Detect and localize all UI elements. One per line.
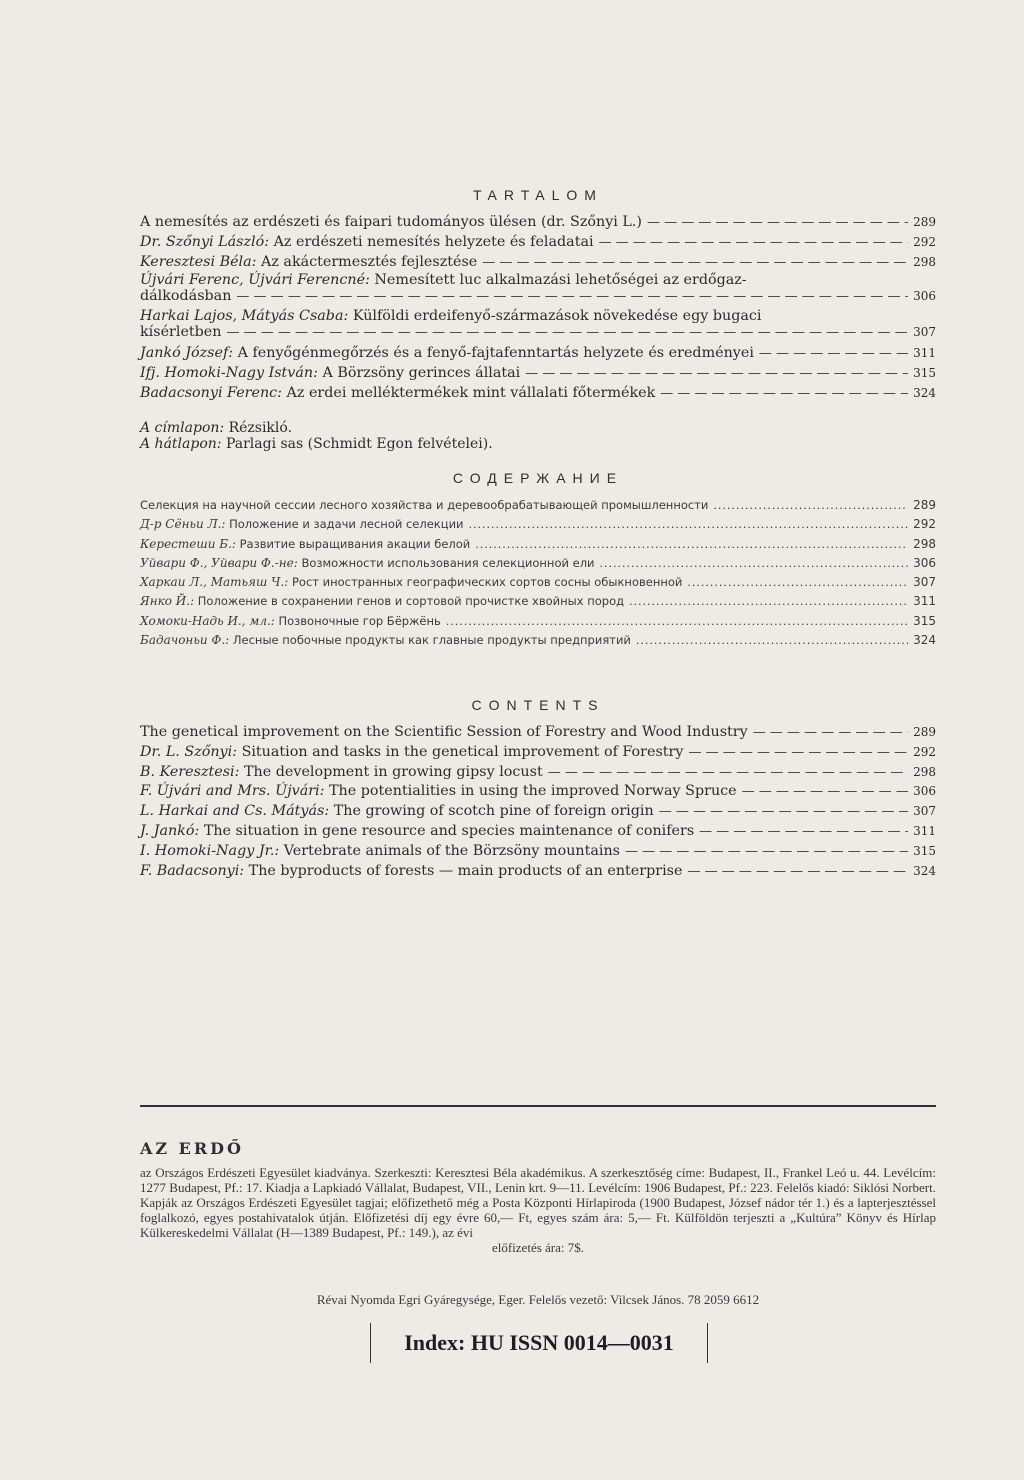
entry-author: Dr. Szőnyi László:: [140, 233, 270, 250]
entry-author: Янко Й.:: [140, 594, 195, 609]
entry-author: Badacsonyi Ferenc:: [140, 384, 282, 401]
page-number: 306: [913, 289, 936, 304]
page-number: 324: [913, 633, 936, 648]
toc-entry: [140, 344, 936, 364]
page-number: 307: [913, 804, 936, 819]
entry-title: The genetical improvement on the Scientific Session of Forestry and Wood Industry: [140, 724, 748, 740]
page-number: 315: [913, 843, 936, 858]
entry-author: Újvári Ferenc, Újvári Ferencné:: [140, 272, 370, 289]
entry-author: Уйвари Ф., Уйвари Ф.-не:: [140, 555, 298, 570]
page-number: 289: [913, 215, 936, 229]
toc-entry: [140, 253, 936, 273]
entry-title: The situation in gene resource and species maintenance of conifers: [203, 822, 695, 839]
imprint-text: [140, 1165, 936, 1255]
entry-title: A fenyőgénmegőrzés és a fenyő-fajtafenntartás helyzete és eredményei: [237, 345, 754, 362]
toc-entry: [140, 723, 936, 743]
entry-title: Развитие выращивания акации белой: [239, 536, 471, 551]
entry-title: Рост иностранных географических сортов сосны обыкновенной: [291, 575, 683, 590]
page-number: 311: [913, 823, 936, 838]
page-number: 306: [913, 555, 936, 570]
toc-entry: [140, 822, 936, 842]
entry-author: J. Jankó:: [140, 822, 200, 839]
toc-entry: [140, 535, 936, 554]
cover-label: A címlapon:: [140, 419, 225, 436]
toc-entry: [140, 763, 936, 783]
entry-title: Позвоночные гор Бёржёнь: [278, 613, 441, 628]
toc-entry: [140, 213, 936, 233]
page-number: 298: [913, 764, 936, 779]
entry-title: Лесные побочные продукты как главные продукты предприятий: [232, 633, 631, 648]
entry-title: Az erdei melléktermékek mint vállalati főtermékek: [286, 384, 656, 401]
toc-entry: [140, 515, 936, 534]
toc-entry: [140, 842, 936, 862]
toc-entry: [140, 862, 936, 882]
entry-author: Dr. L. Szőnyi:: [140, 743, 238, 760]
entry-author: L. Harkai and Cs. Mátyás:: [140, 803, 330, 820]
entry-title: The potentialities in using the improved Norway Spruce: [329, 783, 737, 800]
entry-title: The growing of scotch pine of foreign origin: [333, 803, 654, 820]
entry-author: Ifj. Homoki-Nagy István:: [140, 365, 318, 382]
entry-title: Положение в сохранении генов и сортовой прочистке хвойных пород: [197, 594, 625, 609]
page-number: 298: [913, 536, 936, 551]
cover-value: Rézsikló.: [228, 419, 293, 436]
page-number: 292: [913, 517, 936, 532]
entry-author: Кересmеши Б.:: [140, 536, 236, 551]
entry-title: A nemesítés az erdészeti és faipari tudományos ülésen (dr. Szőnyi L.): [140, 214, 643, 230]
issn-box: Index: HU ISSN 0014—0031: [370, 1323, 708, 1363]
page-number: 324: [913, 385, 936, 400]
toc-entry: [140, 272, 936, 305]
page-number: 324: [913, 863, 936, 878]
entry-title: Az akáctermesztés fejlesztése: [261, 253, 478, 270]
contents-section: [140, 697, 936, 881]
journal-title: AZ ERDŐ: [140, 1139, 244, 1158]
entry-author: Бадачоньи Ф.:: [140, 633, 230, 648]
page-number: 292: [913, 234, 936, 249]
entry-author: I. Homoki-Nagy Jr.:: [140, 842, 280, 859]
entry-title-cont: dálkodásban: [140, 288, 232, 305]
entry-author: F. Újvári and Mrs. Újvári:: [140, 783, 325, 800]
page-number: 315: [913, 613, 936, 628]
entry-title: Возможности использования селекционной ели: [301, 555, 595, 570]
entry-title: Az erdészeti nemesítés helyzete és feladatai: [273, 233, 594, 250]
entry-title: Селекция на научной сессии лесного хозяйства и деревообрабатывающей промышленности: [140, 498, 709, 512]
soderzhanie-heading: СОДЕРЖАНИЕ: [452, 470, 624, 486]
back-value: Parlagi sas (Schmidt Egon felvételei).: [225, 435, 493, 452]
entry-title: Vertebrate animals of the Börzsöny mountains: [283, 842, 621, 859]
toc-entry: [140, 612, 936, 631]
page-number: 292: [913, 744, 936, 759]
page-number: 289: [913, 498, 936, 512]
tartalom-section: [140, 187, 936, 452]
toc-entry: [140, 233, 936, 253]
back-label: A hátlapon:: [140, 435, 222, 452]
page-number: 289: [913, 725, 936, 739]
toc-entry: [140, 496, 936, 515]
entry-author: Harkai Lajos, Mátyás Csaba:: [140, 308, 349, 325]
contents-heading: CONTENTS: [471, 697, 605, 713]
entry-author: Хомоки-Надь И., мл.:: [140, 613, 275, 628]
imprint-body: az Országos Erdészeti Egyesület kiadványa. Szerkeszti: Keresztesi Béla akadémikus. A szerkesztőség címe: Budapest, II., Frankel Leó u. 44. Levélcím: 1277 Budapest, Pf.: 17. Kiadja a Lapkiadó Vállalat, Budapest, VII., Lenin krt. 9—11. Levélcím: 1906 Budapest, Pf.: 223. Felelős kiadó: Siklósi Norbert. Kapják az Országos Erdészeti Egyesület tagjai; előfizethető még a Posta Központi Hírlapiroda (1900 Budapest, József nádor tér 1.) és a lapterjesztéssel foglalkozó, egyes postahivatalok útján. Előfizetési díj egy évre 60,— Ft, egyes szám ára: 5,— Ft. Külföldön terjeszti a „Kultúra” Könyv és Hírlap Külkereskedelmi Vállalat (H—1389 Budapest, Pf.: 149.), az évi: [140, 1165, 936, 1240]
cover-credits: [140, 420, 936, 452]
entry-title: Situation and tasks in the genetical improvement of Forestry: [241, 743, 684, 760]
soderzhanie-section: [140, 470, 936, 650]
toc-entry: [140, 573, 936, 592]
page-number: 307: [913, 575, 936, 590]
page-number: 298: [913, 254, 936, 269]
toc-entry: [140, 554, 936, 573]
imprint-last-line: előfizetés ára: 7$.: [491, 1240, 585, 1255]
entry-author: Харкаи Л., Матьяш Ч.:: [140, 575, 289, 590]
toc-entry: [140, 592, 936, 611]
entry-author: Д-р Сёньи Л.:: [140, 517, 226, 532]
entry-title: The byproducts of forests — main products of an enterprise: [248, 862, 683, 879]
page-number: 311: [913, 594, 936, 609]
page-number: 315: [913, 366, 936, 381]
divider-rule: [140, 1105, 936, 1107]
toc-entry: [140, 802, 936, 822]
page-number: 311: [913, 346, 936, 361]
toc-entry: [140, 384, 936, 404]
entry-author: Jankó József:: [140, 345, 234, 362]
entry-title: Nemesített luc alkalmazási lehetőségei az erdőgaz-: [374, 272, 747, 289]
page-number: 306: [913, 784, 936, 799]
entry-title-cont: kísérletben: [140, 324, 222, 341]
entry-author: F. Badacsonyi:: [140, 862, 245, 879]
entry-author: B. Keresztesi:: [140, 763, 240, 780]
entry-title: Положение и задачи лесной селекции: [229, 517, 464, 532]
toc-entry: [140, 364, 936, 384]
entry-title: A Börzsöny gerinces állatai: [322, 365, 521, 382]
entry-author: Keresztesi Béla:: [140, 253, 257, 270]
toc-entry: [140, 782, 936, 802]
toc-entry: [140, 631, 936, 650]
page-number: 307: [913, 325, 936, 340]
printer-line: Révai Nyomda Egri Gyáregysége, Eger. Felelős vezető: Vilcsek János. 78 2059 6612: [316, 1292, 760, 1307]
toc-entry: [140, 308, 936, 341]
entry-title: Külföldi erdeifenyő-származások növekedése egy bugaci: [352, 308, 762, 325]
tartalom-heading: TARTALOM: [473, 187, 603, 203]
entry-title: The development in growing gipsy locust: [244, 763, 543, 780]
toc-entry: [140, 743, 936, 763]
